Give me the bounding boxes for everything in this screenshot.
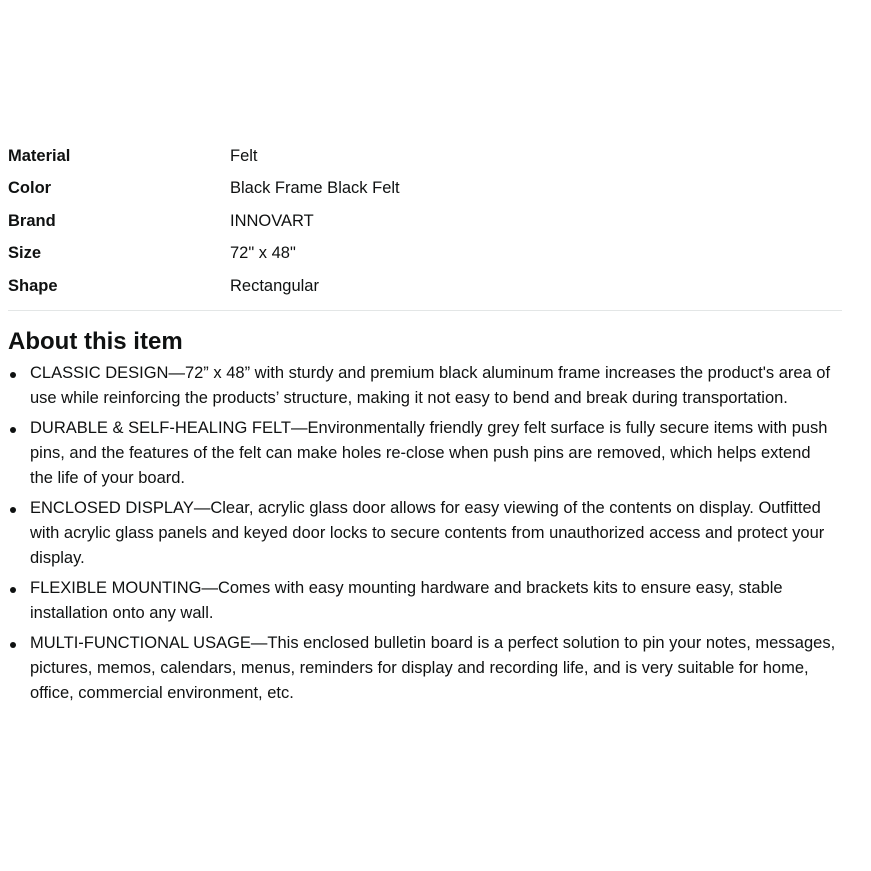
spec-row-material bbox=[8, 140, 842, 173]
spec-key: Brand bbox=[8, 211, 56, 230]
product-details bbox=[8, 140, 842, 711]
bullet-dot-icon bbox=[10, 372, 16, 378]
feature-bullet-text: DURABLE & SELF-HEALING FELT—Environmentally friendly grey felt surface is fully secure items with push pins, and the features of the felt can make holes re-close when push pins are removed, which helps extend the life of your board. bbox=[30, 418, 828, 487]
feature-bullet-durable-felt bbox=[8, 416, 838, 491]
feature-bullet-enclosed-display bbox=[8, 496, 838, 571]
spec-row-shape bbox=[8, 270, 842, 303]
bullet-dot-icon bbox=[10, 587, 16, 593]
spec-value: INNOVART bbox=[230, 211, 314, 230]
spec-value: Felt bbox=[230, 146, 258, 165]
feature-bullet-text: MULTI-FUNCTIONAL USAGE—This enclosed bulletin board is a perfect solution to pin your notes, messages, pictures, memos, calendars, menus, reminders for display and recording life, and is very suitable for home, office, commercial environment, etc. bbox=[30, 633, 836, 702]
bullet-dot-icon bbox=[10, 427, 16, 433]
spec-value: Rectangular bbox=[230, 276, 319, 295]
section-divider bbox=[8, 310, 842, 311]
feature-bullet-text: FLEXIBLE MOUNTING—Comes with easy mounting hardware and brackets kits to ensure easy, stable installation onto any wall. bbox=[30, 578, 783, 622]
spec-key: Color bbox=[8, 179, 52, 198]
spec-key: Size bbox=[8, 244, 42, 263]
bullet-dot-icon bbox=[10, 507, 16, 513]
spec-value: 72" x 48" bbox=[230, 244, 296, 263]
specs-table bbox=[8, 140, 842, 303]
spec-row-size bbox=[8, 238, 842, 271]
spec-key: Shape bbox=[8, 276, 58, 295]
spec-row-brand bbox=[8, 205, 842, 238]
spec-key: Material bbox=[8, 146, 71, 165]
feature-bullet-flexible-mounting bbox=[8, 576, 838, 626]
about-section-title: About this item bbox=[8, 327, 183, 355]
spec-row-color bbox=[8, 173, 842, 206]
feature-bullet-text: ENCLOSED DISPLAY—Clear, acrylic glass door allows for easy viewing of the contents on display. Outfitted with acrylic glass panels and keyed door locks to secure contents from unauthorized access and protect your display. bbox=[30, 498, 825, 567]
feature-bullet-list bbox=[8, 361, 838, 706]
bullet-dot-icon bbox=[10, 642, 16, 648]
feature-bullet-classic-design bbox=[8, 361, 838, 411]
feature-bullet-multi-functional bbox=[8, 631, 838, 706]
feature-bullet-text: CLASSIC DESIGN—72” x 48” with sturdy and premium black aluminum frame increases the product's area of use while reinforcing the products’ structure, making it not easy to bend and break during transportation. bbox=[30, 363, 831, 407]
spec-value: Black Frame Black Felt bbox=[230, 179, 400, 198]
